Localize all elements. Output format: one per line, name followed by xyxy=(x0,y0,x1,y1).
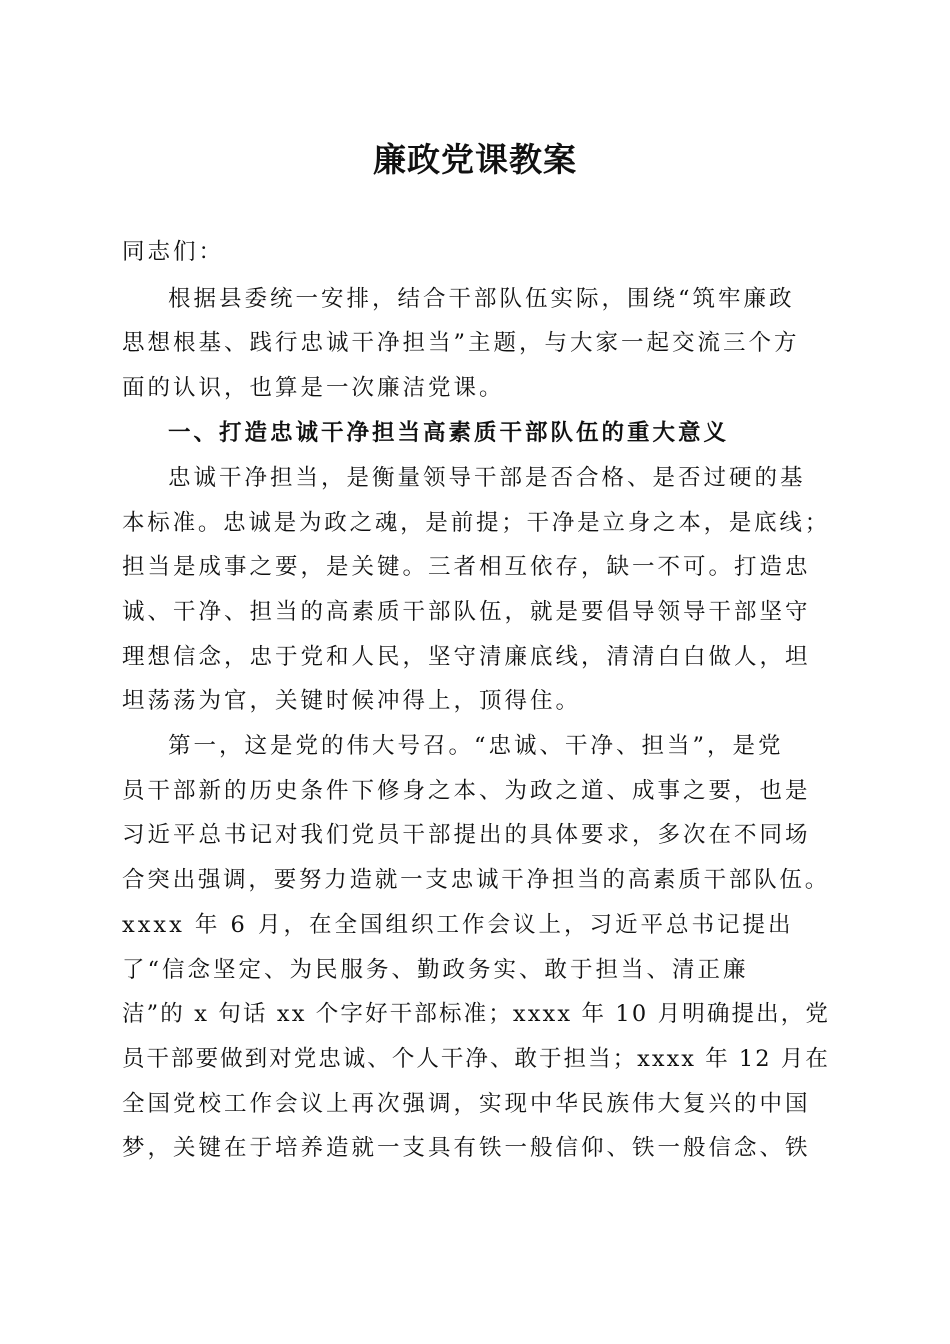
paragraph-line: 了“信念坚定、为民服务、勤政务实、敢于担当、清正廉 xyxy=(122,957,749,983)
paragraph-line: 担当是成事之要，是关键。三者相互依存，缺一不可。打造忠 xyxy=(122,554,811,580)
paragraph-line: xxxx 年 6 月，在全国组织工作会议上，习近平总书记提出 xyxy=(122,912,794,938)
paragraph-line: 诚、干净、担当的高素质干部队伍，就是要倡导领导干部坚守 xyxy=(122,599,811,625)
paragraph-line: 员干部要做到对党忠诚、个人干净、敢于担当；xxxx 年 12 月在 xyxy=(122,1046,830,1072)
paragraph-line: 第一，这是党的伟大号召。“忠诚、干净、担当”，是党 xyxy=(168,733,784,759)
paragraph-line: 忠诚干净担当，是衡量领导干部是否合格、是否过硬的基 xyxy=(168,465,806,491)
paragraph-line: 本标准。忠诚是为政之魂，是前提；干净是立身之本，是底线； xyxy=(122,510,831,536)
paragraph-line: 合突出强调，要努力造就一支忠诚干净担当的高素质干部队伍。 xyxy=(122,867,831,893)
paragraph-line: 思想根基、践行忠诚干净担当”主题，与大家一起交流三个方 xyxy=(122,330,800,356)
document-title: 廉政党课教案 xyxy=(373,140,577,179)
paragraph-line: 全国党校工作会议上再次强调，实现中华民族伟大复兴的中国 xyxy=(122,1091,811,1117)
salutation: 同志们： xyxy=(122,239,225,265)
paragraph-line: 理想信念，忠于党和人民，坚守清廉底线，清清白白做人，坦 xyxy=(122,644,811,670)
paragraph-line: 习近平总书记对我们党员干部提出的具体要求，多次在不同场 xyxy=(122,822,811,848)
paragraph-line: 面的认识，也算是一次廉洁党课。 xyxy=(122,375,505,401)
section-heading: 一、打造忠诚干净担当高素质干部队伍的重大意义 xyxy=(168,420,730,446)
paragraph-line: 洁”的 x 句话 xx 个字好干部标准；xxxx 年 10 月明确提出，党 xyxy=(122,1001,831,1027)
paragraph-line: 坦荡荡为官，关键时候冲得上，顶得住。 xyxy=(122,688,582,714)
paragraph-line: 员干部新的历史条件下修身之本、为政之道、成事之要，也是 xyxy=(122,778,811,804)
paragraph-line: 梦，关键在于培养造就一支具有铁一般信仰、铁一般信念、铁 xyxy=(122,1135,811,1161)
paragraph-line: 根据县委统一安排，结合干部队伍实际，围绕“筑牢廉政 xyxy=(168,286,795,312)
